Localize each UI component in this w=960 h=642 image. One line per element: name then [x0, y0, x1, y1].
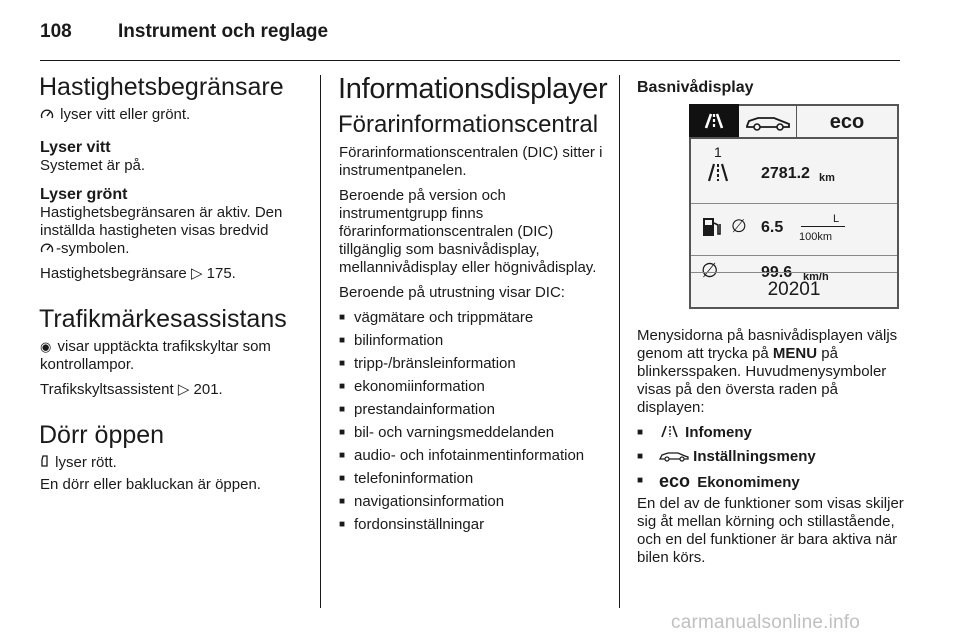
display-menu-bar — [689, 104, 899, 137]
fuel-pump-icon — [701, 215, 723, 239]
car-icon — [659, 450, 689, 462]
traffic-sign-icon: ◉ — [40, 339, 52, 354]
door-open-text-body: lyser rött. — [55, 454, 117, 471]
info-icon — [697, 111, 731, 131]
reference-page[interactable]: 175. — [206, 265, 236, 282]
fuel-unit-bottom: 100km — [799, 231, 833, 243]
info-displays-heading: Informationsdisplayer — [338, 73, 608, 105]
eco-icon: eco — [659, 471, 691, 491]
door-open-text-2: En dörr eller bakluckan är öppen. — [40, 476, 261, 493]
dic-heading: Förarinformationscentral — [338, 111, 599, 138]
speed-limiter-icon — [40, 240, 54, 258]
list-item: ■ tripp-/bränsleinformation — [339, 355, 609, 373]
header-rule — [40, 60, 900, 61]
speed-unit: km/h — [803, 271, 829, 283]
door-icon — [40, 454, 49, 472]
menu-item-label: Infomeny — [685, 424, 752, 441]
info-tab — [689, 104, 739, 137]
display-total: 20201 — [691, 272, 897, 307]
column-right — [637, 70, 905, 574]
dic-paragraph-3: Beroende på utrustning visar DIC: — [339, 284, 565, 301]
speed-value: 99.6 — [761, 264, 793, 281]
arrow-ref-icon: ▷ — [177, 381, 190, 398]
info-icon — [701, 161, 735, 183]
display-row-odometer — [691, 139, 897, 204]
closing-paragraph: En del av de funktioner som visas skiljer sig åt mellan körning och stillastående, och en del funktioner är bara aktiva när bilen körs. — [637, 495, 904, 566]
watermark: carmanualsonline.info — [671, 612, 861, 633]
fraction-line — [801, 226, 845, 227]
menu-item-label: Ekonomimeny — [697, 474, 800, 491]
display-row-fuel — [691, 204, 897, 256]
list-item: ■ fordonsinställningar — [339, 516, 609, 534]
basic-display-heading: Basnivådisplay — [637, 79, 754, 96]
menu-paragraph-b: på blinkersspaken. Huvudmenysymboler visas på den översta raden på displayen: — [637, 345, 887, 416]
dic-list — [339, 309, 609, 534]
door-open-heading: Dörr öppen — [39, 421, 165, 449]
reference-text: Hastighetsbegränsare — [40, 265, 187, 282]
menu-item-economy — [637, 472, 905, 492]
page-number: 108 — [40, 21, 72, 42]
green-light-text — [40, 204, 306, 258]
menu-button-label: MENU — [772, 345, 818, 362]
odometer-unit: km — [819, 172, 835, 184]
list-item: ■ vägmätare och trippmätare — [339, 309, 609, 327]
speed-limiter-intro — [40, 106, 306, 124]
menu-item-label: Inställningsmeny — [693, 448, 816, 465]
chapter-title: Instrument och reglage — [118, 21, 329, 42]
list-item: ■ audio- och infotainmentinformation — [339, 447, 609, 465]
list-item: ■ navigationsinformation — [339, 493, 609, 511]
display-screen — [689, 137, 899, 309]
page-header — [40, 14, 328, 50]
column-divider — [619, 75, 620, 608]
basic-display-illustration — [689, 104, 899, 309]
list-item: ■ bilinformation — [339, 332, 609, 350]
traffic-sign-reference — [40, 381, 306, 399]
column-divider — [320, 75, 321, 608]
list-item: ■ telefoninformation — [339, 470, 609, 488]
speed-limiter-heading: Hastighetsbegränsare — [39, 73, 284, 101]
average-symbol: ∅ — [731, 216, 747, 236]
info-icon — [659, 425, 681, 438]
settings-tab — [739, 104, 797, 137]
white-light-heading: Lyser vitt — [40, 139, 111, 156]
dic-paragraph-2: Beroende på version och instrumentgrupp finns förarinformationscentralen (DIC) tillgänglig som basnivådisplay, mellannivådisplay eller högnivådisplay. — [339, 187, 597, 276]
list-item: ■ bil- och varningsmeddelanden — [339, 424, 609, 442]
trip-number: 1 — [714, 144, 722, 160]
reference-text: Trafikskyltsassistent — [40, 381, 174, 398]
column-middle — [339, 70, 609, 539]
menu-paragraph-a: Menysidorna på basnivådisplayen väljs genom att trycka på — [637, 327, 898, 362]
fuel-unit-top: L — [832, 213, 840, 225]
menu-item-info — [637, 424, 905, 442]
column-left — [40, 70, 306, 501]
menu-paragraph — [637, 327, 905, 417]
menu-item-settings — [637, 448, 905, 466]
green-light-heading: Lyser grönt — [40, 186, 128, 203]
dic-paragraph-1: Förarinformationscentralen (DIC) sitter i instrumentpanelen. — [339, 144, 603, 179]
eco-tab: eco — [797, 104, 899, 137]
traffic-sign-text — [40, 338, 306, 374]
list-item: ■ prestandainformation — [339, 401, 609, 419]
speed-limiter-intro-text: lyser vitt eller grönt. — [60, 106, 191, 123]
traffic-sign-heading: Trafikmärkesassistans — [39, 305, 287, 333]
green-light-text-2: -symbolen. — [56, 240, 130, 257]
fuel-value: 6.5 — [761, 219, 784, 236]
reference-page[interactable]: 201. — [193, 381, 223, 398]
traffic-sign-text-body: visar upptäckta trafikskyltar som kontrollampor. — [40, 338, 271, 373]
white-light-text: Systemet är på. — [40, 157, 146, 174]
door-open-text — [40, 454, 306, 472]
speed-limiter-reference — [40, 265, 306, 283]
menu-list — [637, 424, 905, 492]
car-icon — [744, 112, 792, 132]
arrow-ref-icon: ▷ — [190, 265, 203, 282]
green-light-text-1: Hastighetsbegränsaren är aktiv. Den inställda hastigheten visas bredvid — [40, 204, 283, 239]
speed-limiter-icon — [40, 106, 54, 124]
list-item: ■ ekonomiinformation — [339, 378, 609, 396]
odometer-value: 2781.2 — [761, 165, 810, 182]
average-symbol: ∅ — [701, 260, 719, 282]
